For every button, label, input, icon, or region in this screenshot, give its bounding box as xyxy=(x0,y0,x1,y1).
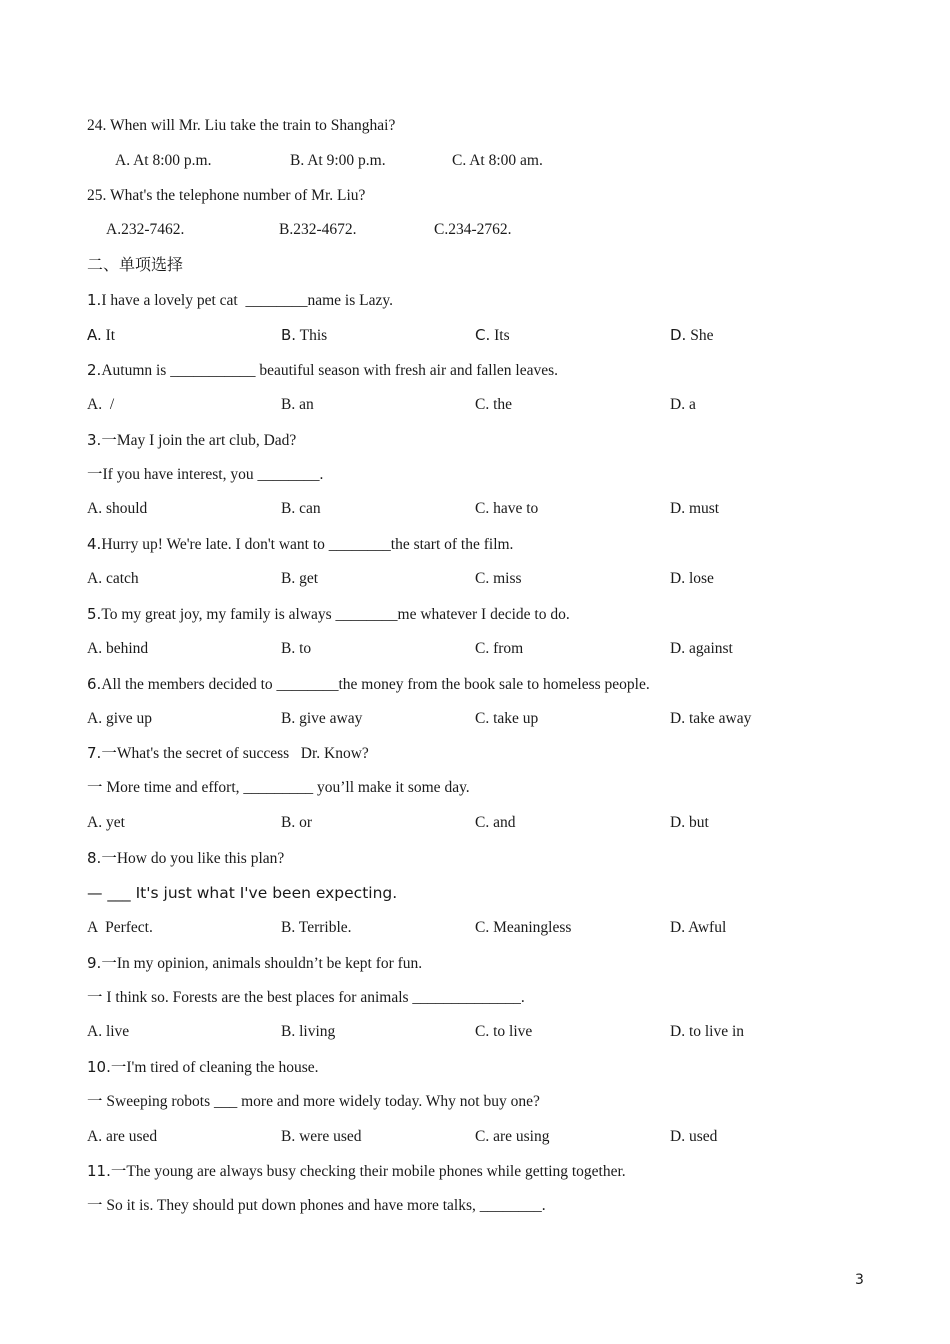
question-text: 一How do you like this plan? xyxy=(101,850,285,867)
q5-option-c: C. from xyxy=(475,640,524,657)
question-9 xyxy=(87,953,422,974)
question-number: 1. xyxy=(87,291,102,309)
q5-option-d: D. against xyxy=(670,640,733,657)
q6-option-c: C. take up xyxy=(475,710,539,727)
question-7 xyxy=(87,743,369,764)
q10-option-b: B. were used xyxy=(281,1128,362,1145)
q2-option-d: D. a xyxy=(670,396,696,413)
q10-option-c: C. are using xyxy=(475,1128,550,1145)
question-8-reply: — ___ It's just what I've been expecting. xyxy=(87,884,398,902)
question-text: I have a lovely pet cat ________name is Lazy. xyxy=(101,292,393,309)
q1-option-b: B. This xyxy=(281,326,328,344)
q1-option-d: D. She xyxy=(670,326,714,344)
q8-option-c: C. Meaningless xyxy=(475,919,572,936)
q10-option-a: A. are used xyxy=(87,1128,158,1145)
q6-option-b: B. give away xyxy=(281,710,363,727)
question-3 xyxy=(87,430,296,451)
q3-option-b: B. can xyxy=(281,500,321,517)
question-25: 25. What's the telephone number of Mr. Liu? xyxy=(87,187,366,204)
q8-option-d: D. Awful xyxy=(670,919,727,936)
question-3-reply: 一If you have interest, you ________. xyxy=(87,466,324,483)
question-number: 9. xyxy=(87,954,102,972)
question-6 xyxy=(87,674,650,695)
question-number: 7. xyxy=(87,744,102,762)
question-text: To my great joy, my family is always ________me whatever I decide to do. xyxy=(101,606,570,623)
page-number: 3 xyxy=(855,1272,864,1288)
question-11-reply: 一 So it is. They should put down phones and have more talks, ________. xyxy=(87,1197,546,1214)
question-number: 6. xyxy=(87,675,102,693)
question-text: Hurry up! We're late. I don't want to ________the start of the film. xyxy=(101,536,514,553)
q25-option-b: B.232-4672. xyxy=(279,221,357,238)
question-text: All the members decided to ________the money from the book sale to homeless people. xyxy=(101,676,650,693)
question-number: 5. xyxy=(87,605,102,623)
q9-option-a: A. live xyxy=(87,1023,130,1040)
question-9-reply: 一 I think so. Forests are the best places for animals ______________. xyxy=(87,989,525,1006)
question-text: Autumn is ___________ beautiful season with fresh air and fallen leaves. xyxy=(101,362,559,379)
q3-option-a: A. should xyxy=(87,500,148,517)
question-10 xyxy=(87,1057,319,1078)
q2-option-c: C. the xyxy=(475,396,513,413)
section-title: 二、单项选择 xyxy=(87,255,184,274)
q7-option-d: D. but xyxy=(670,814,709,831)
question-text: 一I'm tired of cleaning the house. xyxy=(110,1059,319,1076)
q25-option-a: A.232-7462. xyxy=(106,221,185,238)
question-number: 4. xyxy=(87,535,102,553)
question-7-reply: 一 More time and effort, _________ you’ll make it some day. xyxy=(87,779,470,796)
q7-option-b: B. or xyxy=(281,814,312,831)
question-5 xyxy=(87,604,570,625)
q2-option-a: A. / xyxy=(87,396,115,413)
question-24: 24. When will Mr. Liu take the train to Shanghai? xyxy=(87,117,396,134)
q9-option-c: C. to live xyxy=(475,1023,533,1040)
question-11 xyxy=(87,1161,626,1182)
q9-option-d: D. to live in xyxy=(670,1023,745,1040)
q4-option-d: D. lose xyxy=(670,570,714,587)
q5-option-a: A. behind xyxy=(87,640,149,657)
q5-option-b: B. to xyxy=(281,640,312,657)
q24-option-b: B. At 9:00 p.m. xyxy=(290,152,386,169)
q3-option-d: D. must xyxy=(670,500,720,517)
question-10-reply: 一 Sweeping robots ___ more and more widely today. Why not buy one? xyxy=(87,1093,540,1110)
q6-option-d: D. take away xyxy=(670,710,752,727)
q24-option-a: A. At 8:00 p.m. xyxy=(115,152,212,169)
q2-option-b: B. an xyxy=(281,396,314,413)
q7-option-a: A. yet xyxy=(87,814,125,831)
question-text: 一The young are always busy checking their mobile phones while getting together. xyxy=(110,1163,626,1180)
question-text: 一May I join the art club, Dad? xyxy=(101,432,297,449)
q9-option-b: B. living xyxy=(281,1023,336,1040)
q4-option-b: B. get xyxy=(281,570,319,587)
q4-option-a: A. catch xyxy=(87,570,139,587)
question-1 xyxy=(87,290,393,311)
q25-option-c: C.234-2762. xyxy=(434,221,512,238)
q8-option-a: A Perfect. xyxy=(87,919,153,936)
question-text: 一In my opinion, animals shouldn’t be kept for fun. xyxy=(101,955,423,972)
question-text: 一What's the secret of success Dr. Know? xyxy=(101,745,369,762)
q8-option-b: B. Terrible. xyxy=(281,919,352,936)
q10-option-d: D. used xyxy=(670,1128,718,1145)
question-number: 3. xyxy=(87,431,102,449)
question-2 xyxy=(87,360,558,381)
question-number: 8. xyxy=(87,849,102,867)
q3-option-c: C. have to xyxy=(475,500,539,517)
q1-option-c: C. Its xyxy=(475,326,510,344)
q6-option-a: A. give up xyxy=(87,710,153,727)
q1-option-a: A. It xyxy=(87,326,116,344)
question-4 xyxy=(87,534,513,555)
question-8 xyxy=(87,848,284,869)
question-number: 10. xyxy=(87,1058,111,1076)
q7-option-c: C. and xyxy=(475,814,516,831)
question-number: 11. xyxy=(87,1162,111,1180)
q24-option-c: C. At 8:00 am. xyxy=(452,152,543,169)
q4-option-c: C. miss xyxy=(475,570,522,587)
question-number: 2. xyxy=(87,361,102,379)
